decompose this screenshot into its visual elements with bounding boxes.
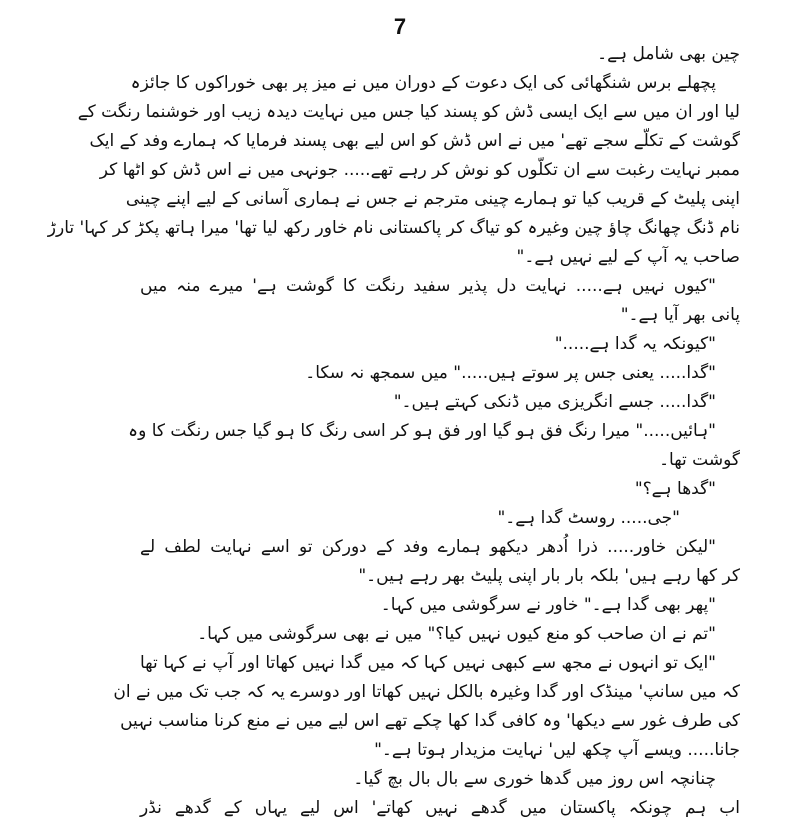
text-line: پانی بھر آیا ہے۔" — [620, 305, 740, 325]
text-line: اپنی پلیٹ کے قریب کیا تو ہمارے چینی مترجم نے جس نے ہماری آسانی کے لیے اپنے چینی — [125, 189, 740, 209]
text-line: "لیکن خاور..... ذرا اُدھر دیکھو ہمارے وفد کے دورکن تو اسے نہایت لطف لے — [140, 537, 716, 557]
text-line: نام ڈنگ چھانگ چاؤ چین وغیرہ کو تیاگ کر پاکستانی نام خاور رکھ لیا تھا' میرا ہاتھ پکڑ کر کہا' تارڑ — [47, 218, 740, 238]
text-line: "ہائیں....." میرا رنگ فق ہو گیا اور فق ہو کر اسی رنگ کا ہو گیا جس رنگت کا وہ — [128, 421, 716, 441]
text-line: "گدا..... جسے انگریزی میں ڈنکی کہتے ہیں۔" — [393, 392, 716, 412]
text-line: "گدا..... یعنی جس پر سوتے ہیں....." میں سمجھ نہ سکا۔ — [305, 363, 716, 383]
text-line: "گدھا ہے؟" — [634, 479, 716, 499]
text-line: گوشت تھا۔ — [659, 450, 740, 470]
text-line: اب ہم چونکہ پاکستان میں گدھے نہیں کھاتے' اس لیے یہاں کے گدھے نڈر — [140, 798, 740, 818]
text-line: "جی..... روسٹ گدا ہے۔" — [497, 508, 680, 528]
text-line: "تم نے ان صاحب کو منع کیوں نہیں کیا؟" میں نے بھی سرگوشی میں کہا۔ — [197, 624, 716, 644]
text-line: "کیونکہ یہ گدا ہے....." — [554, 334, 716, 354]
text-line: گوشت کے تکلّے سجے تھے' میں نے اس ڈش کو اس لیے بھی پسند فرمایا کہ ہمارے وفد کے ایک — [89, 131, 740, 151]
text-line: ممبر نہایت رغبت سے ان تکلّوں کو نوش کر رہے تھے..... جونہی میں نے اس ڈش کو اٹھا کر — [99, 160, 740, 180]
text-line: صاحب یہ آپ کے لیے نہیں ہے۔" — [516, 247, 740, 267]
text-line: "پھر بھی گدا ہے۔" خاور نے سرگوشی میں کہا۔ — [380, 595, 716, 615]
text-line: "ایک تو انہوں نے مجھ سے کبھی نہیں کہا کہ میں گدا نہیں کھاتا اور آپ نے کہا تھا — [140, 653, 716, 673]
page-number: 7 — [393, 14, 407, 39]
text-line: پچھلے برس شنگھائی کی ایک دعوت کے دوران میں نے میز پر بھی خوراکوں کا جائزہ — [130, 73, 716, 93]
text-line: لیا اور ان میں سے ایک ایسی ڈش کو پسند کیا جس میں نہایت دیدہ زیب اور خوشنما رنگت کے — [77, 102, 740, 122]
text-line: "کیوں نہیں ہے..... نہایت دل پذیر سفید رنگت کا گوشت ہے' میرے منہ میں — [140, 276, 716, 296]
text-line: چین بھی شامل ہے۔ — [597, 44, 740, 64]
text-line: کہ میں سانپ' مینڈک اور گدا وغیرہ بالکل نہیں کھاتا اور دوسرے یہ کہ جب تک میں نے ان — [113, 682, 740, 702]
text-line: جانا..... ویسے آپ چکھ لیں' نہایت مزیدار ہوتا ہے۔" — [374, 740, 740, 760]
text-line: کی طرف غور سے دیکھا' وہ کافی گدا کھا چکے تھے اس لیے میں نے منع کرنا مناسب نہیں — [120, 711, 740, 731]
text-line: کر کھا رہے ہیں' بلکہ بار بار اپنی پلیٹ بھر رہے ہیں۔" — [358, 566, 740, 586]
text-line: چنانچہ اس روز میں گدھا خوری سے بال بال بچ گیا۔ — [353, 769, 716, 789]
